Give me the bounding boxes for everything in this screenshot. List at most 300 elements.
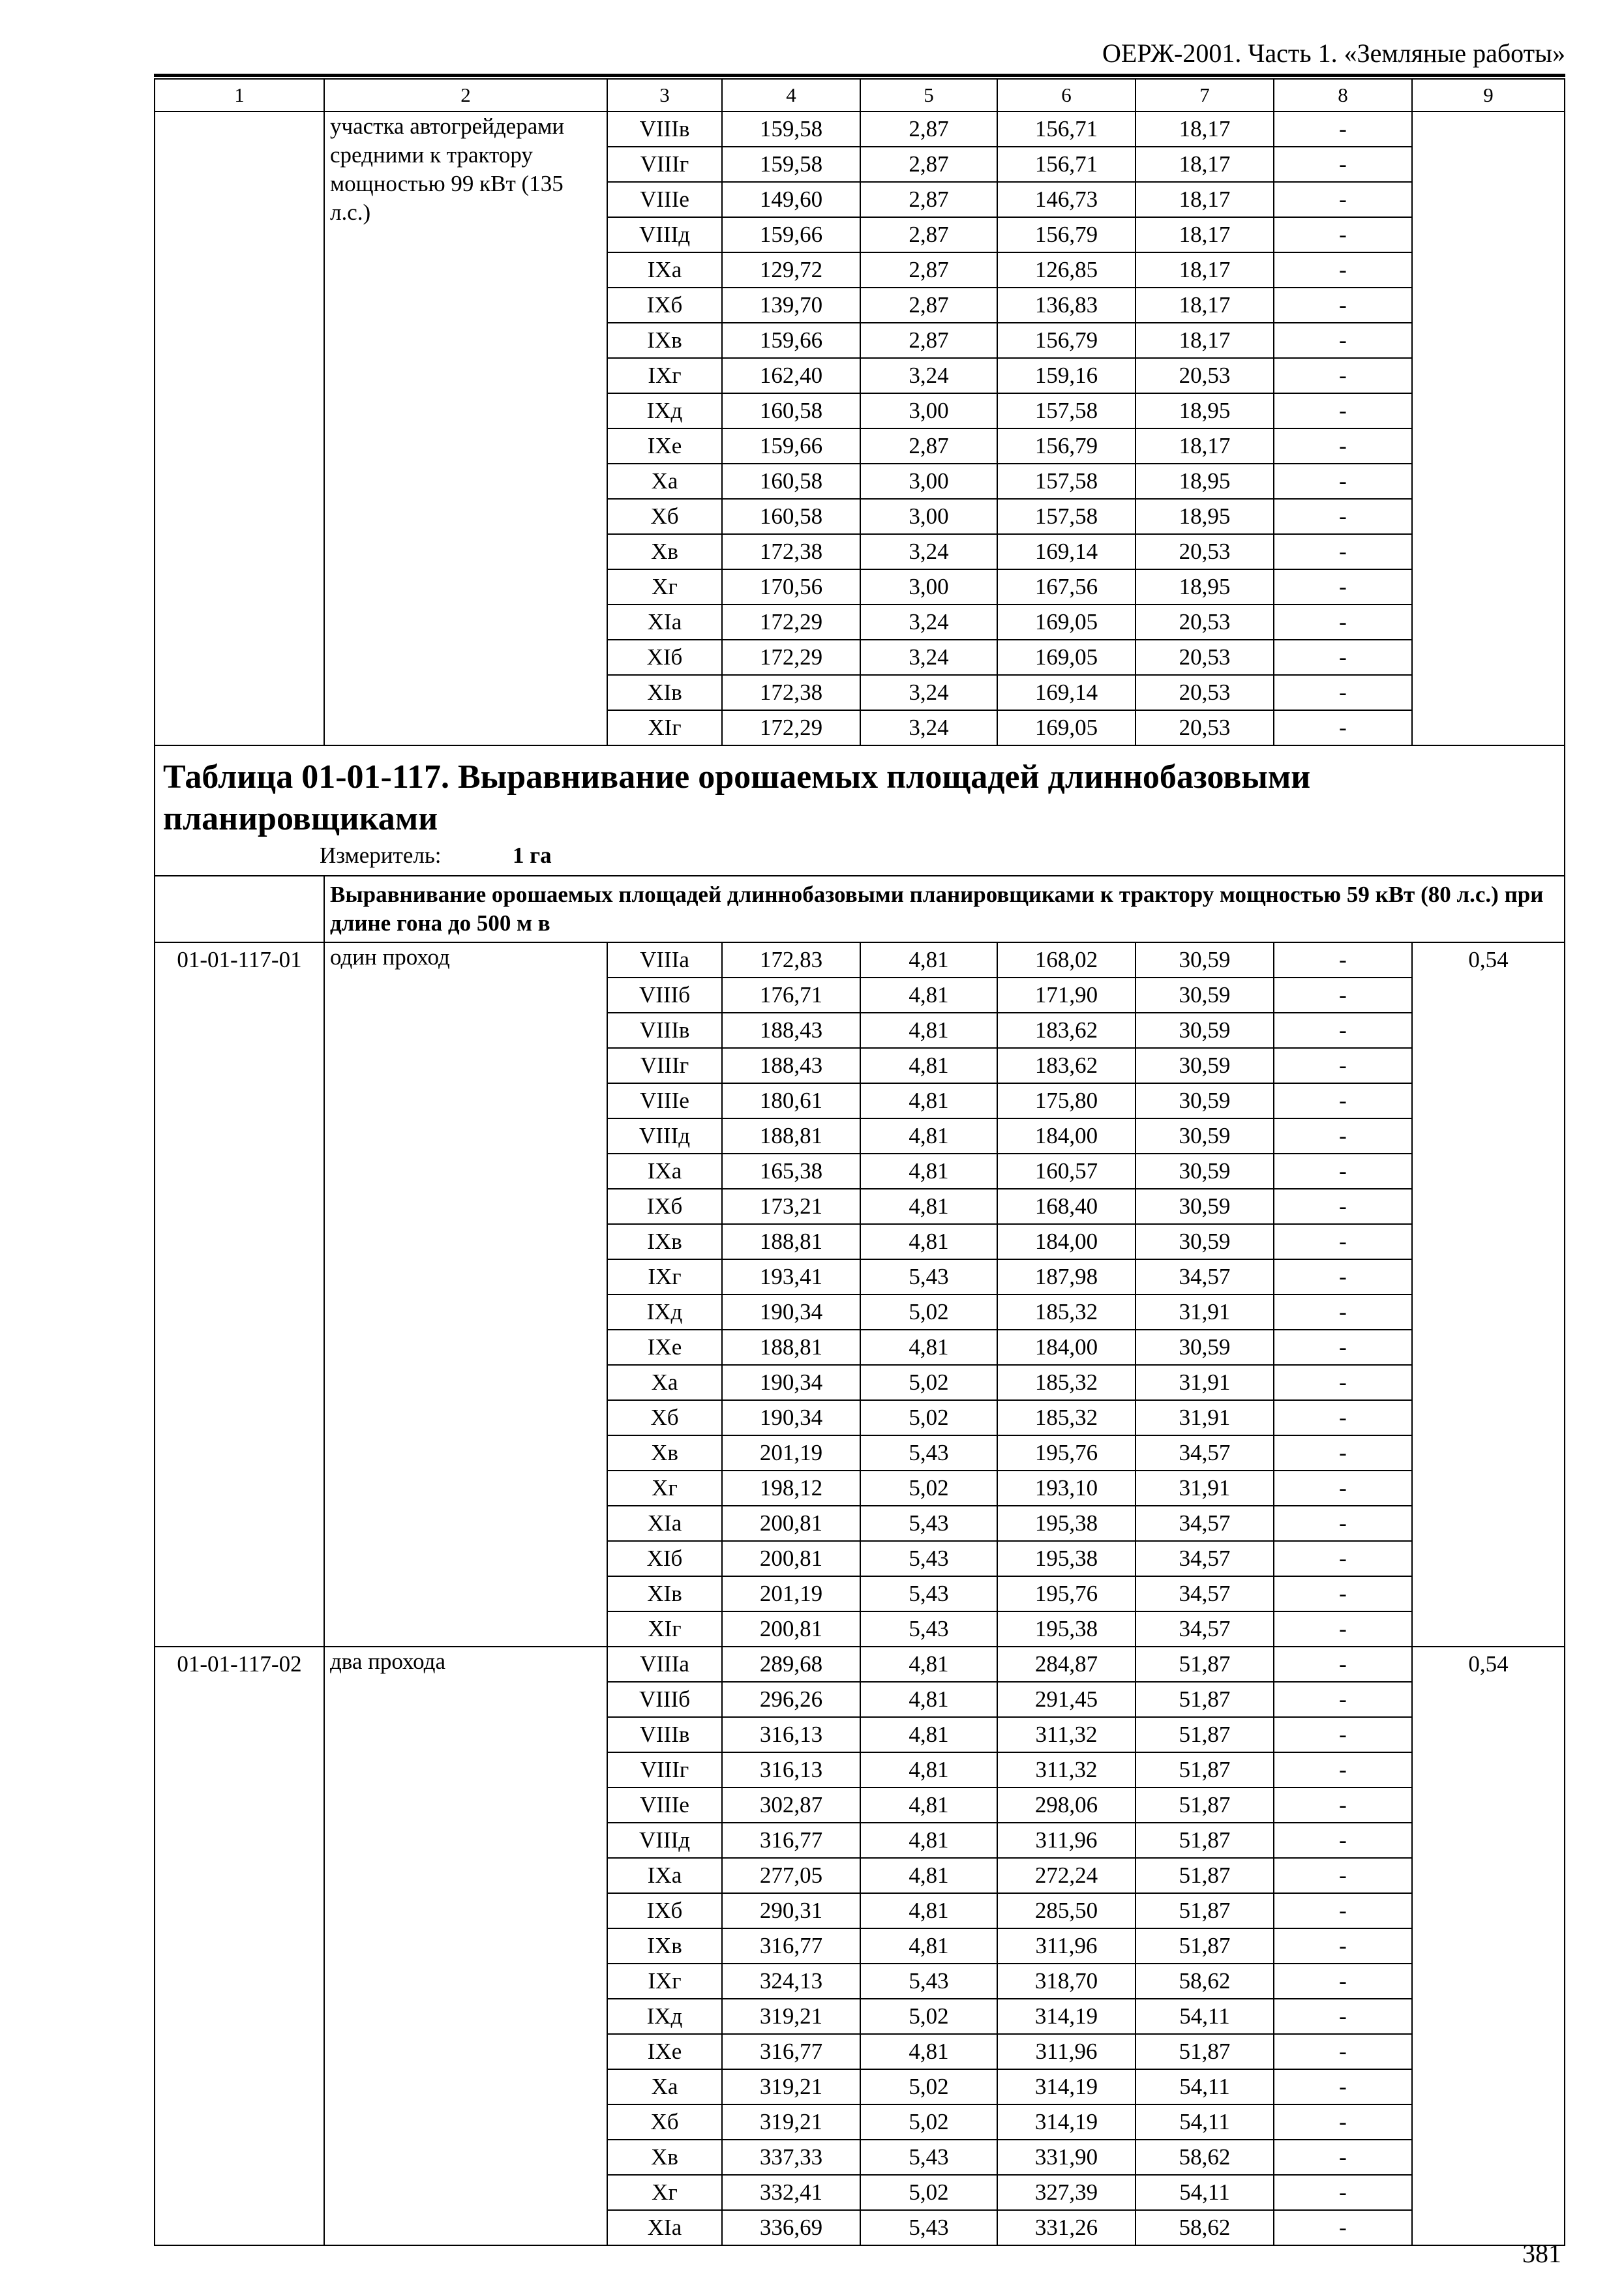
labor-cost-cell: 2,87 [860, 182, 997, 217]
labor-cost-cell: 4,81 [860, 1682, 997, 1717]
operator-wage-cell: 34,57 [1135, 1259, 1274, 1294]
machine-cost-cell: 156,79 [997, 428, 1135, 464]
work-description: один проход [324, 942, 607, 1647]
soil-group-cell: VIIIе [607, 1083, 722, 1118]
soil-group-cell: Xг [607, 2175, 722, 2210]
soil-group-cell: IXд [607, 393, 722, 428]
direct-cost-cell: 289,68 [722, 1647, 860, 1682]
machine-cost-cell: 311,96 [997, 1928, 1135, 1964]
machine-cost-cell: 157,58 [997, 393, 1135, 428]
soil-group-cell: XIг [607, 710, 722, 745]
materials-cost-cell: - [1274, 1506, 1412, 1541]
materials-cost-cell: - [1274, 1259, 1412, 1294]
rate-code: 01-01-117-02 [155, 1647, 324, 2245]
operator-wage-cell: 30,59 [1135, 1048, 1274, 1083]
direct-cost-cell: 159,66 [722, 428, 860, 464]
direct-cost-cell: 337,33 [722, 2140, 860, 2175]
direct-cost-cell: 188,81 [722, 1330, 860, 1365]
labor-cost-cell: 3,24 [860, 640, 997, 675]
soil-group-cell: VIIIа [607, 1647, 722, 1682]
materials-cost-cell: - [1274, 1435, 1412, 1471]
labor-cost-cell: 4,81 [860, 1048, 997, 1083]
soil-group-cell: VIIIд [607, 217, 722, 252]
table-title: Таблица 01-01-117. Выравнивание орошаемых площадей длиннобазовыми планировщиками [163, 758, 1311, 837]
labor-cost-cell: 4,81 [860, 942, 997, 978]
materials-cost-cell: - [1274, 1611, 1412, 1647]
soil-group-cell: IXд [607, 1294, 722, 1330]
operator-wage-cell: 30,59 [1135, 978, 1274, 1013]
column-number: 1 [155, 79, 324, 112]
materials-cost-cell: - [1274, 1118, 1412, 1154]
direct-cost-cell: 188,43 [722, 1048, 860, 1083]
labor-cost-cell: 3,00 [860, 499, 997, 534]
operator-wage-cell: 34,57 [1135, 1541, 1274, 1576]
operator-wage-cell: 30,59 [1135, 942, 1274, 978]
operator-wage-cell: 18,95 [1135, 499, 1274, 534]
materials-cost-cell: - [1274, 1647, 1412, 1682]
labor-cost-cell: 4,81 [860, 1189, 997, 1224]
direct-cost-cell: 172,29 [722, 605, 860, 640]
labor-cost-cell: 5,02 [860, 1999, 997, 2034]
column-number: 9 [1412, 79, 1565, 112]
materials-cost-cell: - [1274, 112, 1412, 147]
table-title-row [155, 745, 1565, 876]
labor-cost-cell: 3,24 [860, 710, 997, 745]
machine-cost-cell: 156,79 [997, 217, 1135, 252]
materials-cost-cell: - [1274, 499, 1412, 534]
operator-wage-cell: 20,53 [1135, 640, 1274, 675]
operator-wage-cell: 18,95 [1135, 464, 1274, 499]
labor-cost-cell: 5,43 [860, 1611, 997, 1647]
operator-wage-cell: 18,17 [1135, 428, 1274, 464]
labor-cost-cell: 4,81 [860, 1118, 997, 1154]
materials-cost-cell: - [1274, 640, 1412, 675]
page-number: 381 [1522, 2239, 1561, 2268]
labor-cost-cell: 4,81 [860, 1330, 997, 1365]
materials-cost-cell: - [1274, 1682, 1412, 1717]
operator-wage-cell: 30,59 [1135, 1154, 1274, 1189]
materials-cost-cell: - [1274, 1964, 1412, 1999]
machine-cost-cell: 298,06 [997, 1788, 1135, 1823]
materials-cost-cell: - [1274, 1999, 1412, 2034]
direct-cost-cell: 159,58 [722, 147, 860, 182]
operator-wage-cell: 30,59 [1135, 1330, 1274, 1365]
labor-cost-cell: 3,24 [860, 358, 997, 393]
materials-cost-cell: - [1274, 675, 1412, 710]
rate-code: 01-01-117-01 [155, 942, 324, 1647]
operator-wage-cell: 18,17 [1135, 182, 1274, 217]
materials-cost-cell: - [1274, 1788, 1412, 1823]
operator-wage-cell: 18,17 [1135, 112, 1274, 147]
soil-group-cell: IXг [607, 358, 722, 393]
soil-group-cell: Xб [607, 1400, 722, 1435]
direct-cost-cell: 200,81 [722, 1541, 860, 1576]
direct-cost-cell: 172,38 [722, 534, 860, 569]
direct-cost-cell: 316,77 [722, 1823, 860, 1858]
operator-wage-cell: 30,59 [1135, 1013, 1274, 1048]
soil-group-cell: VIIIг [607, 1048, 722, 1083]
machine-cost-cell: 169,05 [997, 605, 1135, 640]
labor-cost-cell: 4,81 [860, 1893, 997, 1928]
operator-wage-cell: 18,17 [1135, 288, 1274, 323]
labor-cost-cell: 5,43 [860, 2210, 997, 2245]
labor-cost-cell: 4,81 [860, 1647, 997, 1682]
direct-cost-cell: 336,69 [722, 2210, 860, 2245]
soil-group-cell: VIIIа [607, 942, 722, 978]
materials-cost-cell: - [1274, 1928, 1412, 1964]
labor-cost-cell: 4,81 [860, 1013, 997, 1048]
operator-wage-cell: 18,95 [1135, 393, 1274, 428]
materials-cost-cell: - [1274, 252, 1412, 288]
direct-cost-cell: 188,81 [722, 1224, 860, 1259]
table-row [155, 112, 1565, 147]
operator-wage-cell: 54,11 [1135, 2069, 1274, 2104]
materials-cost-cell: - [1274, 358, 1412, 393]
direct-cost-cell: 172,38 [722, 675, 860, 710]
machine-cost-cell: 187,98 [997, 1259, 1135, 1294]
soil-group-cell: IXб [607, 1189, 722, 1224]
labor-cost-cell: 4,81 [860, 1154, 997, 1189]
materials-cost-cell: - [1274, 393, 1412, 428]
machine-cost-cell: 184,00 [997, 1330, 1135, 1365]
labor-cost-cell: 4,81 [860, 2034, 997, 2069]
labor-cost-cell: 4,81 [860, 1752, 997, 1788]
machine-cost-cell: 195,38 [997, 1506, 1135, 1541]
operator-wage-cell: 30,59 [1135, 1224, 1274, 1259]
materials-cost-cell: - [1274, 1013, 1412, 1048]
soil-group-cell: XIа [607, 2210, 722, 2245]
work-description: участка автогрейдерами средними к трактору мощностью 99 кВт (135 л.с.) [324, 112, 607, 745]
soil-group-cell: IXв [607, 1928, 722, 1964]
materials-cost-cell: - [1274, 323, 1412, 358]
direct-cost-cell: 302,87 [722, 1788, 860, 1823]
materials-cost-cell: - [1274, 1224, 1412, 1259]
labor-cost-cell: 5,02 [860, 2069, 997, 2104]
operator-wage-cell: 31,91 [1135, 1400, 1274, 1435]
materials-cost-cell: - [1274, 1294, 1412, 1330]
direct-cost-cell: 319,21 [722, 2104, 860, 2140]
materials-cost-cell: - [1274, 217, 1412, 252]
direct-cost-cell: 201,19 [722, 1435, 860, 1471]
machine-cost-cell: 146,73 [997, 182, 1135, 217]
direct-cost-cell: 200,81 [722, 1611, 860, 1647]
materials-cost-cell: - [1274, 1717, 1412, 1752]
machine-cost-cell: 314,19 [997, 2069, 1135, 2104]
operator-wage-cell: 34,57 [1135, 1506, 1274, 1541]
operator-wage-cell: 20,53 [1135, 710, 1274, 745]
direct-cost-cell: 296,26 [722, 1682, 860, 1717]
materials-cost-cell: - [1274, 464, 1412, 499]
measure-line [163, 841, 1556, 870]
direct-cost-cell: 160,58 [722, 393, 860, 428]
labor-cost-cell: 4,81 [860, 1717, 997, 1752]
machine-cost-cell: 284,87 [997, 1647, 1135, 1682]
soil-group-cell: IXд [607, 1999, 722, 2034]
direct-cost-cell: 176,71 [722, 978, 860, 1013]
direct-cost-cell: 188,43 [722, 1013, 860, 1048]
direct-cost-cell: 290,31 [722, 1893, 860, 1928]
column-number: 6 [997, 79, 1135, 112]
direct-cost-cell: 160,58 [722, 464, 860, 499]
machine-cost-cell: 169,05 [997, 640, 1135, 675]
materials-cost-cell: - [1274, 2069, 1412, 2104]
operator-wage-cell: 31,91 [1135, 1471, 1274, 1506]
soil-group-cell: IXб [607, 288, 722, 323]
machine-cost-cell: 311,32 [997, 1752, 1135, 1788]
labor-cost-cell: 2,87 [860, 428, 997, 464]
materials-cost-cell: - [1274, 978, 1412, 1013]
soil-group-cell: IXе [607, 1330, 722, 1365]
table-title-cell [155, 745, 1565, 876]
direct-cost-cell: 332,41 [722, 2175, 860, 2210]
operator-wage-cell: 51,87 [1135, 1788, 1274, 1823]
labor-cost-cell: 2,87 [860, 288, 997, 323]
direct-cost-cell: 200,81 [722, 1506, 860, 1541]
machine-cost-cell: 314,19 [997, 1999, 1135, 2034]
direct-cost-cell: 324,13 [722, 1964, 860, 1999]
operator-wage-cell: 34,57 [1135, 1611, 1274, 1647]
labor-cost-cell: 5,02 [860, 1400, 997, 1435]
soil-group-cell: Xб [607, 2104, 722, 2140]
operator-wage-cell: 18,17 [1135, 323, 1274, 358]
soil-group-cell: IXг [607, 1259, 722, 1294]
labor-cost-cell: 4,81 [860, 1823, 997, 1858]
materials-cost-cell: - [1274, 1400, 1412, 1435]
machine-cost-cell: 169,14 [997, 534, 1135, 569]
machine-cost-cell: 175,80 [997, 1083, 1135, 1118]
machine-cost-cell: 291,45 [997, 1682, 1135, 1717]
materials-cost-cell: - [1274, 534, 1412, 569]
materials-cost-cell: - [1274, 1330, 1412, 1365]
operator-wage-cell: 54,11 [1135, 2104, 1274, 2140]
materials-cost-cell: - [1274, 1858, 1412, 1893]
column-number: 2 [324, 79, 607, 112]
soil-group-cell: XIб [607, 1541, 722, 1576]
soil-group-cell: IXб [607, 1893, 722, 1928]
soil-group-cell: VIIIд [607, 1118, 722, 1154]
labor-cost-cell: 5,43 [860, 1964, 997, 1999]
direct-cost-cell: 172,29 [722, 710, 860, 745]
direct-cost-cell: 160,58 [722, 499, 860, 534]
operator-wage-cell: 51,87 [1135, 1823, 1274, 1858]
machine-cost-cell: 156,71 [997, 147, 1135, 182]
direct-cost-cell: 139,70 [722, 288, 860, 323]
table-subheading: Выравнивание орошаемых площадей длиннобазовыми планировщиками к трактору мощностью 59 кВт (80 л.с.) при длине гона до 500 м в [324, 876, 1565, 942]
operator-wage-cell: 34,57 [1135, 1576, 1274, 1611]
labor-cost-cell: 4,81 [860, 1083, 997, 1118]
operator-wage-cell: 51,87 [1135, 1858, 1274, 1893]
direct-cost-cell: 149,60 [722, 182, 860, 217]
materials-cost-cell: - [1274, 182, 1412, 217]
operator-wage-cell: 51,87 [1135, 1682, 1274, 1717]
machine-cost-cell: 157,58 [997, 464, 1135, 499]
operator-wage-cell: 31,91 [1135, 1365, 1274, 1400]
machine-cost-cell: 285,50 [997, 1893, 1135, 1928]
machine-cost-cell: 195,38 [997, 1541, 1135, 1576]
materials-cost-cell: - [1274, 1471, 1412, 1506]
operator-wage-cell: 18,95 [1135, 569, 1274, 605]
soil-group-cell: Xг [607, 1471, 722, 1506]
machine-cost-cell: 160,57 [997, 1154, 1135, 1189]
equipment-hours: 0,54 [1412, 942, 1565, 1647]
direct-cost-cell: 172,83 [722, 942, 860, 978]
operator-wage-cell: 58,62 [1135, 2140, 1274, 2175]
labor-cost-cell: 3,24 [860, 675, 997, 710]
operator-wage-cell: 54,11 [1135, 2175, 1274, 2210]
operator-wage-cell: 51,87 [1135, 1717, 1274, 1752]
operator-wage-cell: 30,59 [1135, 1118, 1274, 1154]
direct-cost-cell: 172,29 [722, 640, 860, 675]
rate-code [155, 112, 324, 745]
soil-group-cell: Xг [607, 569, 722, 605]
machine-cost-cell: 156,71 [997, 112, 1135, 147]
direct-cost-cell: 162,40 [722, 358, 860, 393]
measure-label: Измеритель: [320, 843, 442, 868]
labor-cost-cell: 3,24 [860, 605, 997, 640]
machine-cost-cell: 184,00 [997, 1118, 1135, 1154]
operator-wage-cell: 54,11 [1135, 1999, 1274, 2034]
machine-cost-cell: 169,14 [997, 675, 1135, 710]
machine-cost-cell: 327,39 [997, 2175, 1135, 2210]
machine-cost-cell: 167,56 [997, 569, 1135, 605]
header-rule [154, 74, 1565, 77]
machine-cost-cell: 311,96 [997, 1823, 1135, 1858]
machine-cost-cell: 183,62 [997, 1013, 1135, 1048]
soil-group-cell: XIа [607, 605, 722, 640]
operator-wage-cell: 20,53 [1135, 358, 1274, 393]
labor-cost-cell: 5,02 [860, 1471, 997, 1506]
soil-group-cell: VIIIг [607, 1752, 722, 1788]
direct-cost-cell: 190,34 [722, 1294, 860, 1330]
labor-cost-cell: 5,43 [860, 1259, 997, 1294]
labor-cost-cell: 3,00 [860, 569, 997, 605]
direct-cost-cell: 316,77 [722, 1928, 860, 1964]
operator-wage-cell: 18,17 [1135, 217, 1274, 252]
machine-cost-cell: 171,90 [997, 978, 1135, 1013]
machine-cost-cell: 136,83 [997, 288, 1135, 323]
labor-cost-cell: 5,43 [860, 1435, 997, 1471]
direct-cost-cell: 190,34 [722, 1365, 860, 1400]
machine-cost-cell: 185,32 [997, 1365, 1135, 1400]
operator-wage-cell: 20,53 [1135, 534, 1274, 569]
labor-cost-cell: 2,87 [860, 112, 997, 147]
soil-group-cell: IXв [607, 323, 722, 358]
soil-group-cell: VIIIб [607, 978, 722, 1013]
labor-cost-cell: 2,87 [860, 323, 997, 358]
column-number: 4 [722, 79, 860, 112]
direct-cost-cell: 316,13 [722, 1752, 860, 1788]
materials-cost-cell: - [1274, 2104, 1412, 2140]
soil-group-cell: VIIIе [607, 182, 722, 217]
work-description: два прохода [324, 1647, 607, 2245]
column-number-row [155, 79, 1565, 112]
soil-group-cell: IXа [607, 1858, 722, 1893]
rates-table [154, 78, 1565, 2246]
labor-cost-cell: 5,43 [860, 1506, 997, 1541]
direct-cost-cell: 129,72 [722, 252, 860, 288]
materials-cost-cell: - [1274, 288, 1412, 323]
operator-wage-cell: 58,62 [1135, 2210, 1274, 2245]
soil-group-cell: Xв [607, 2140, 722, 2175]
materials-cost-cell: - [1274, 2034, 1412, 2069]
soil-group-cell: IXе [607, 2034, 722, 2069]
operator-wage-cell: 58,62 [1135, 1964, 1274, 1999]
machine-cost-cell: 126,85 [997, 252, 1135, 288]
machine-cost-cell: 314,19 [997, 2104, 1135, 2140]
direct-cost-cell: 173,21 [722, 1189, 860, 1224]
soil-group-cell: Xв [607, 1435, 722, 1471]
soil-group-cell: Xа [607, 1365, 722, 1400]
soil-group-cell: VIIIв [607, 1013, 722, 1048]
soil-group-cell: VIIIг [607, 147, 722, 182]
machine-cost-cell: 318,70 [997, 1964, 1135, 1999]
soil-group-cell: XIа [607, 1506, 722, 1541]
soil-group-cell: IXе [607, 428, 722, 464]
labor-cost-cell: 4,81 [860, 1858, 997, 1893]
machine-cost-cell: 272,24 [997, 1858, 1135, 1893]
materials-cost-cell: - [1274, 1576, 1412, 1611]
soil-group-cell: VIIIб [607, 1682, 722, 1717]
equipment-hours [1412, 112, 1565, 745]
direct-cost-cell: 277,05 [722, 1858, 860, 1893]
soil-group-cell: IXа [607, 252, 722, 288]
labor-cost-cell: 2,87 [860, 252, 997, 288]
machine-cost-cell: 195,38 [997, 1611, 1135, 1647]
soil-group-cell: Xб [607, 499, 722, 534]
machine-cost-cell: 169,05 [997, 710, 1135, 745]
column-number: 8 [1274, 79, 1412, 112]
machine-cost-cell: 331,26 [997, 2210, 1135, 2245]
operator-wage-cell: 18,17 [1135, 252, 1274, 288]
machine-cost-cell: 183,62 [997, 1048, 1135, 1083]
operator-wage-cell: 30,59 [1135, 1189, 1274, 1224]
direct-cost-cell: 159,66 [722, 217, 860, 252]
labor-cost-cell: 5,02 [860, 1365, 997, 1400]
labor-cost-cell: 5,43 [860, 2140, 997, 2175]
soil-group-cell: VIIIв [607, 112, 722, 147]
labor-cost-cell: 2,87 [860, 147, 997, 182]
direct-cost-cell: 180,61 [722, 1083, 860, 1118]
materials-cost-cell: - [1274, 1189, 1412, 1224]
direct-cost-cell: 319,21 [722, 1999, 860, 2034]
soil-group-cell: XIг [607, 1611, 722, 1647]
equipment-hours: 0,54 [1412, 1647, 1565, 2245]
operator-wage-cell: 51,87 [1135, 1752, 1274, 1788]
materials-cost-cell: - [1274, 1541, 1412, 1576]
operator-wage-cell: 30,59 [1135, 1083, 1274, 1118]
machine-cost-cell: 193,10 [997, 1471, 1135, 1506]
machine-cost-cell: 156,79 [997, 323, 1135, 358]
labor-cost-cell: 5,02 [860, 2104, 997, 2140]
direct-cost-cell: 159,58 [722, 112, 860, 147]
operator-wage-cell: 51,87 [1135, 1928, 1274, 1964]
machine-cost-cell: 195,76 [997, 1576, 1135, 1611]
materials-cost-cell: - [1274, 2210, 1412, 2245]
soil-group-cell: Xа [607, 2069, 722, 2104]
table-row [155, 1647, 1565, 1682]
column-number: 5 [860, 79, 997, 112]
soil-group-cell: XIв [607, 1576, 722, 1611]
soil-group-cell: IXв [607, 1224, 722, 1259]
soil-group-cell: VIIIв [607, 1717, 722, 1752]
labor-cost-cell: 5,43 [860, 1541, 997, 1576]
direct-cost-cell: 316,13 [722, 1717, 860, 1752]
direct-cost-cell: 165,38 [722, 1154, 860, 1189]
operator-wage-cell: 20,53 [1135, 675, 1274, 710]
materials-cost-cell: - [1274, 710, 1412, 745]
operator-wage-cell: 51,87 [1135, 1893, 1274, 1928]
labor-cost-cell: 4,81 [860, 1224, 997, 1259]
